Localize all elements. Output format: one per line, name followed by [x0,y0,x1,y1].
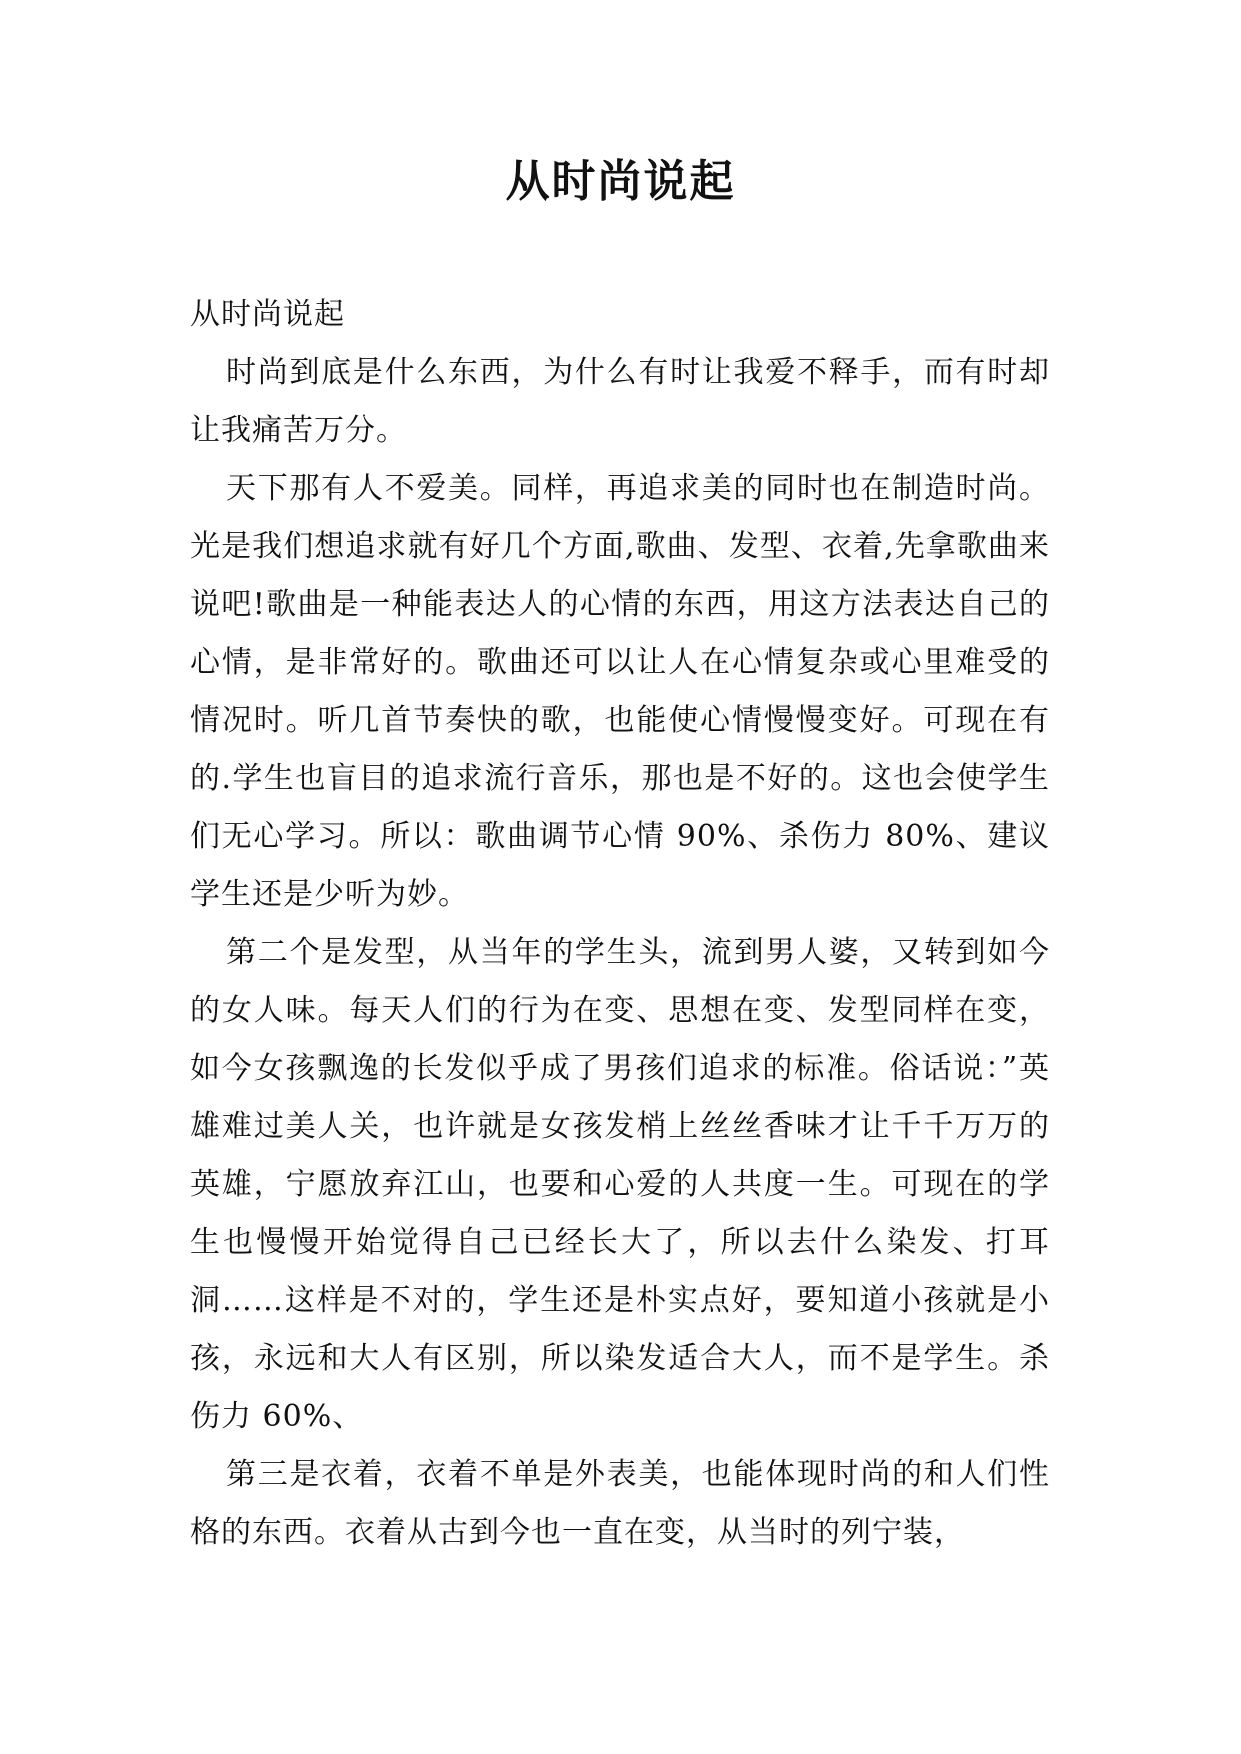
document-body [190,286,1050,1562]
paragraph-4: 第三是衣着，衣着不单是外表美，也能体现时尚的和人们性格的东西。衣着从古到今也一直在变，从当时的列宁装， [190,1457,1050,1550]
document-title: 从时尚说起 [505,156,736,207]
paragraph-3: 第二个是发型，从当年的学生头，流到男人婆，又转到如今的女人味。每天人们的行为在变、思想在变、发型同样在变，如今女孩飘逸的长发似乎成了男孩们追求的标准。俗话说：”英雄难过美人关，也许就是女孩发梢上丝丝香味才让千千万万的英雄，宁愿放弃江山，也要和心爱的人共度一生。可现在的学生也慢慢开始觉得自己已经长大了，所以去什么染发、打耳洞……这样是不对的，学生还是朴实点好，要知道小孩就是小孩，永远和大人有区别，所以染发适合大人，而不是学生。杀伤力 60%、 [190,935,1050,1434]
document-subtitle: 从时尚说起 [190,297,345,332]
paragraph-1: 时尚到底是什么东西，为什么有时让我爱不释手，而有时却让我痛苦万分。 [190,355,1050,448]
paragraph-2: 天下那有人不爱美。同样，再追求美的同时也在制造时尚。光是我们想追求就有好几个方面,歌曲、发型、衣着,先拿歌曲来说吧!歌曲是一种能表达人的心情的东西，用这方法表达自己的心情，是非常好的。歌曲还可以让人在心情复杂或心里难受的情况时。听几首节奏快的歌，也能使心情慢慢变好。可现在有的.学生也盲目的追求流行音乐，那也是不好的。这也会使学生们无心学习。所以：歌曲调节心情 90%、杀伤力 80%、建议学生还是少听为妙。 [190,471,1050,912]
